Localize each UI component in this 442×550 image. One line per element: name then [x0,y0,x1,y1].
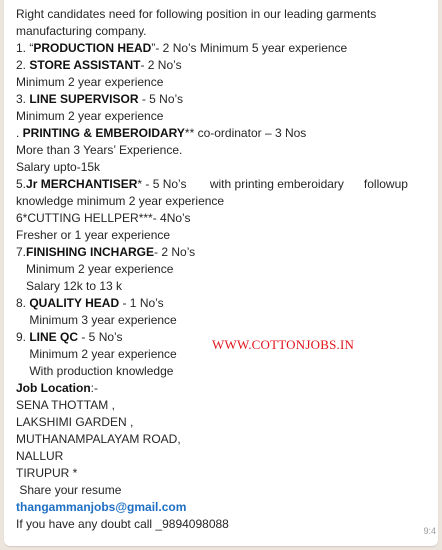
position-3-experience: Minimum 2 year experience [16,109,164,123]
intro-line-1: Right candidates need for following position in our leading garments [16,7,377,21]
position-8: 8. QUALITY HEAD - 1 No’s [16,296,164,310]
position-4-experience: More than 3 Years’ Experience. [16,143,183,157]
message-bubble [4,0,438,546]
message-timestamp: 9:4 [423,526,436,536]
position-8-experience: Minimum 3 year experience [16,313,177,327]
position-3: 3. LINE SUPERVISOR - 5 No’s [16,92,183,106]
position-9: 9. LINE QC - 5 No’s [16,330,123,344]
intro-line-2: manufacturing company. [16,24,147,38]
contact-phone-text: If you have any doubt call _9894098088 [16,517,229,531]
share-resume-text: Share your resume [16,483,122,497]
position-7-salary: Salary 12k to 13 k [16,279,123,293]
position-2-experience: Minimum 2 year experience [16,75,164,89]
position-4: . PRINTING & EMBEROIDARY** co-ordinator – 3 Nos [16,126,307,140]
address-line-2: LAKSHIMI GARDEN , [16,415,134,429]
message-text [16,6,438,533]
address-line-4: NALLUR [16,449,64,463]
position-4-salary: Salary upto-15k [16,160,101,174]
position-1: 1. “PRODUCTION HEAD”- 2 No’s Minimum 5 year experience [16,41,348,55]
address-line-1: SENA THOTTAM , [16,398,115,412]
address-line-5: TIRUPUR * [16,466,78,480]
job-location-heading: Job Location:- [16,381,99,395]
position-2: 2. STORE ASSISTANT- 2 No’s [16,58,182,72]
position-9-experience: Minimum 2 year experience [16,347,177,361]
position-7-experience: Minimum 2 year experience [16,262,174,276]
position-6-experience: Fresher or 1 year experience [16,228,171,242]
position-7: 7.FINISHING INCHARGE- 2 No’s [16,245,196,259]
cottonjobs-watermark: WWW.COTTONJOBS.IN [212,337,355,352]
position-5-experience: knowledge minimum 2 year experience [16,194,225,208]
address-line-3: MUTHANAMPALAYAM ROAD, [16,432,181,446]
position-5: 5.Jr MERCHANTISER* - 5 No’s with printing emberoidary followup [16,177,408,191]
email-link[interactable]: thangammanjobs@gmail.com [16,500,187,514]
position-6: 6*CUTTING HELLPER***- 4No’s [16,211,191,225]
position-9-knowledge: With production knowledge [16,364,174,378]
